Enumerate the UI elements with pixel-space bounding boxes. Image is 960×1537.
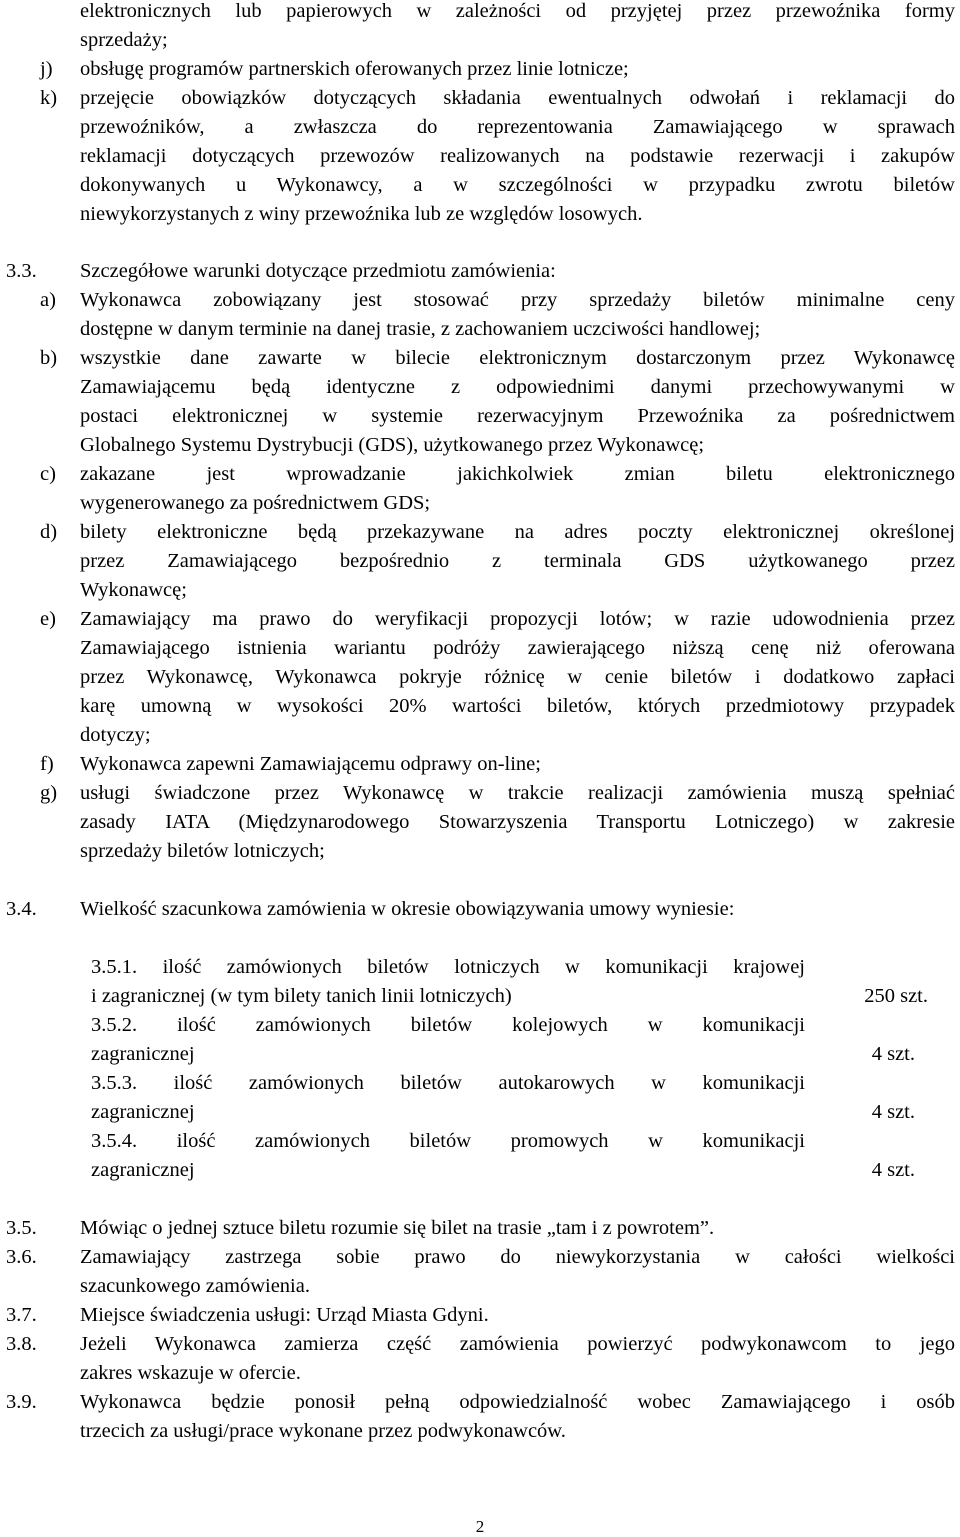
quantity-item-text: 3.5.1. ilość zamówionych biletów lotniczych w komunikacji krajowej bbox=[91, 956, 805, 978]
list-item-text: sprzedaży biletów lotniczych; bbox=[80, 840, 325, 862]
list-item-text: wygenerowanego za pośrednictwem GDS; bbox=[80, 492, 431, 514]
list-item-text: reklamacji dotyczących przewozów realizowanych na podstawie rezerwacji i zakupów bbox=[80, 145, 955, 167]
intro-line: elektronicznych lub papierowych w zależności od przyjętej przez przewoźnika formy bbox=[80, 0, 955, 22]
list-item-label: j) bbox=[40, 58, 53, 80]
section-text: Mówiąc o jednej sztuce biletu rozumie się bilet na trasie „tam i z powrotem”. bbox=[80, 1217, 715, 1239]
section-heading: Wielkość szacunkowa zamówienia w okresie obowiązywania umowy wyniesie: bbox=[80, 898, 735, 920]
section-text: Zamawiający zastrzega sobie prawo do niewykorzystania w całości wielkości bbox=[80, 1246, 955, 1268]
list-item-text: bilety elektroniczne będą przekazywane na adres poczty elektronicznej określonej bbox=[80, 521, 955, 543]
quantity-item-text: zagranicznej bbox=[91, 1159, 195, 1181]
section-number: 3.8. bbox=[6, 1333, 37, 1355]
quantity-value: 4 szt. bbox=[871, 1101, 915, 1123]
list-item-label: d) bbox=[40, 521, 58, 543]
section-text: trzecich za usługi/prace wykonane przez podwykonawców. bbox=[80, 1420, 566, 1442]
list-item-label: k) bbox=[40, 87, 58, 109]
section-number: 3.4. bbox=[6, 898, 37, 920]
list-item-text: Globalnego Systemu Dystrybucji (GDS), użytkowanego przez Wykonawcę; bbox=[80, 434, 705, 456]
section-text: Jeżeli Wykonawca zamierza część zamówienia powierzyć podwykonawcom to jego bbox=[80, 1333, 955, 1355]
list-item-text: dostępne w danym terminie na danej trasie, z zachowaniem uczciwości handlowej; bbox=[80, 318, 761, 340]
quantity-value: 4 szt. bbox=[871, 1159, 915, 1181]
list-item-text: Zamawiający ma prawo do weryfikacji propozycji lotów; w razie udowodnienia przez bbox=[80, 608, 955, 630]
list-item-text: Zamawiającemu będą identyczne z odpowiednimi danymi przechowywanymi w bbox=[80, 376, 955, 398]
section-text: Miejsce świadczenia usługi: Urząd Miasta Gdyni. bbox=[80, 1304, 489, 1326]
section-text: zakres wskazuje w ofercie. bbox=[80, 1362, 301, 1384]
section-number: 3.6. bbox=[6, 1246, 37, 1268]
list-item-label: e) bbox=[40, 608, 56, 630]
page-number: 2 bbox=[475, 1517, 485, 1536]
list-item-label: c) bbox=[40, 463, 56, 485]
list-item-text: usługi świadczone przez Wykonawcę w trakcie realizacji zamówienia muszą spełniać bbox=[80, 782, 955, 804]
section-text: Wykonawca będzie ponosił pełną odpowiedzialność wobec Zamawiającego i osób bbox=[80, 1391, 955, 1413]
list-item-text: postaci elektronicznej w systemie rezerwacyjnym Przewoźnika za pośrednictwem bbox=[80, 405, 955, 427]
quantity-item-text: i zagranicznej (w tym bilety tanich linii lotniczych) bbox=[91, 985, 512, 1007]
list-item-text: zasady IATA (Międzynarodowego Stowarzyszenia Transportu Lotniczego) w zakresie bbox=[80, 811, 955, 833]
section-number: 3.7. bbox=[6, 1304, 37, 1326]
list-item-label: g) bbox=[40, 782, 58, 804]
list-item-text: obsługę programów partnerskich oferowanych przez linie lotnicze; bbox=[80, 58, 629, 80]
list-item-text: przez Zamawiającego bezpośrednio z terminala GDS użytkowanego przez bbox=[80, 550, 955, 572]
list-item-text: przejęcie obowiązków dotyczących składania ewentualnych odwołań i reklamacji do bbox=[80, 87, 955, 109]
list-item-text: dotyczy; bbox=[80, 724, 151, 746]
quantity-value: 250 szt. bbox=[864, 985, 928, 1007]
list-item-text: Wykonawca zapewni Zamawiającemu odprawy on-line; bbox=[80, 753, 541, 775]
list-item-text: Zamawiającego istnienia wariantu podróży zawierającego niższą cenę niż oferowana bbox=[80, 637, 955, 659]
list-item-text: karę umowną w wysokości 20% wartości biletów, których przedmiotowy przypadek bbox=[80, 695, 955, 717]
list-item-text: przewoźników, a zwłaszcza do reprezentowania Zamawiającego w sprawach bbox=[80, 116, 955, 138]
section-number: 3.3. bbox=[6, 260, 37, 282]
list-item-text: zakazane jest wprowadzanie jakichkolwiek zmian biletu elektronicznego bbox=[80, 463, 955, 485]
list-item-label: a) bbox=[40, 289, 56, 311]
intro-line: sprzedaży; bbox=[80, 29, 168, 51]
list-item-text: wszystkie dane zawarte w bilecie elektronicznym dostarczonym przez Wykonawcę bbox=[80, 347, 955, 369]
quantity-item-text: 3.5.2. ilość zamówionych biletów kolejowych w komunikacji bbox=[91, 1014, 805, 1036]
section-number: 3.9. bbox=[6, 1391, 37, 1413]
section-heading: Szczegółowe warunki dotyczące przedmiotu zamówienia: bbox=[80, 260, 556, 282]
quantity-item-text: zagranicznej bbox=[91, 1101, 195, 1123]
list-item-text: przez Wykonawcę, Wykonawca pokryje różnicę w cenie biletów i dodatkowo zapłaci bbox=[80, 666, 955, 688]
section-text: szacunkowego zamówienia. bbox=[80, 1275, 310, 1297]
section-number: 3.5. bbox=[6, 1217, 37, 1239]
quantity-item-text: 3.5.3. ilość zamówionych biletów autokarowych w komunikacji bbox=[91, 1072, 805, 1094]
quantity-value: 4 szt. bbox=[871, 1043, 915, 1065]
quantity-item-text: 3.5.4. ilość zamówionych biletów promowych w komunikacji bbox=[91, 1130, 805, 1152]
list-item-text: Wykonawca zobowiązany jest stosować przy sprzedaży biletów minimalne ceny bbox=[80, 289, 955, 311]
list-item-text: dokonywanych u Wykonawcy, a w szczególności w przypadku zwrotu biletów bbox=[80, 174, 955, 196]
list-item-text: niewykorzystanych z winy przewoźnika lub ze względów losowych. bbox=[80, 203, 643, 225]
list-item-label: b) bbox=[40, 347, 58, 369]
list-item-label: f) bbox=[40, 753, 54, 775]
list-item-text: Wykonawcę; bbox=[80, 579, 187, 601]
quantity-item-text: zagranicznej bbox=[91, 1043, 195, 1065]
